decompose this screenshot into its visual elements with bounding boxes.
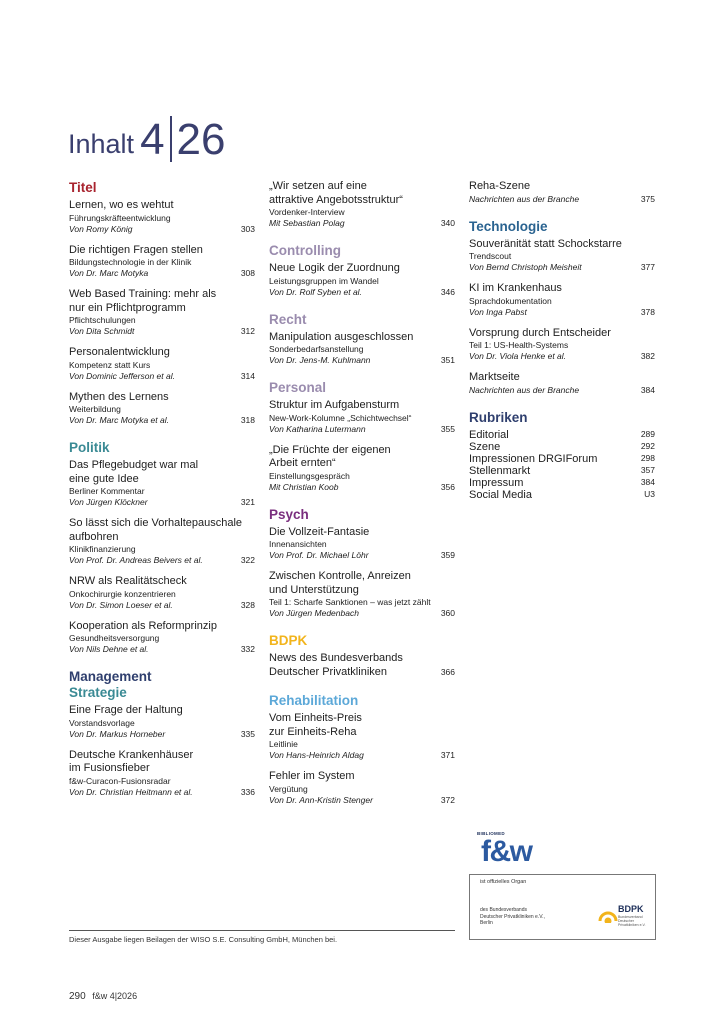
- entry-page: 346: [440, 286, 455, 297]
- entry-author: Von Hans-Heinrich Aldag: [269, 750, 364, 760]
- toc-entry[interactable]: [469, 238, 655, 274]
- entry-headline: Souveränität statt Schockstarre: [469, 237, 622, 250]
- publisher-mark: BIBLIOMED: [477, 831, 505, 836]
- entry-author: Von Katharina Lutermann: [269, 423, 366, 434]
- page-footer: [69, 991, 137, 1002]
- entry-page: 312: [240, 326, 255, 336]
- rubrik-item[interactable]: [469, 453, 655, 465]
- entry-headline: Deutscher Privatkliniken: [269, 665, 387, 678]
- section-controlling: Controlling: [269, 243, 341, 258]
- entry-kicker: Pflichtschulungen: [69, 315, 136, 325]
- entry-author: Von Jürgen Medenbach: [269, 608, 359, 618]
- entry-kicker: New-Work-Kolumne „Schichtwechsel“: [269, 412, 412, 423]
- entry-kicker: Vorstandsvorlage: [69, 717, 135, 728]
- entry-kicker: Leitlinie: [269, 739, 298, 749]
- rubrik-item[interactable]: [469, 465, 655, 477]
- entry-author: Von Dr. Marc Motyka: [69, 268, 149, 278]
- rubrik-title: Impressum: [469, 476, 524, 489]
- entry-kicker: Teil 1: US-Health-Systems: [469, 340, 569, 350]
- footnote-rule: [69, 930, 455, 931]
- entry-page: 371: [440, 750, 455, 760]
- entry-page: 340: [440, 218, 455, 228]
- toc-entry[interactable]: [69, 620, 255, 656]
- toc-entry[interactable]: [269, 331, 455, 367]
- entry-headline: Deutsche Krankenhäuser: [69, 748, 194, 761]
- title-divider: [170, 116, 172, 162]
- toc-entry[interactable]: [69, 391, 255, 427]
- entry-author: Von Dr. Markus Horneber: [69, 728, 166, 739]
- entry-author: Von Dr. Jens-M. Kuhlmann: [269, 355, 371, 365]
- entry-headline: Vom Einheits-Preis: [269, 712, 362, 724]
- rubrik-title: Social Media: [469, 488, 532, 501]
- toc-entry[interactable]: [69, 244, 255, 280]
- entry-author: Von Dr. Christian Heitmann et al.: [69, 786, 193, 797]
- section-politik: Politik: [69, 440, 110, 455]
- toc-entry[interactable]: [269, 262, 455, 298]
- entry-headline: im Fusionsfieber: [69, 762, 150, 774]
- entry-kicker: Trendscout: [469, 251, 512, 261]
- entry-kicker: Weiterbildung: [69, 404, 121, 414]
- rubrik-page: 384: [640, 476, 655, 487]
- entry-page: 355: [440, 423, 455, 434]
- toc-column-1: [69, 180, 255, 807]
- section-rubriken: Rubriken: [469, 409, 528, 425]
- entry-headline: Vorsprung durch Entscheider: [469, 326, 611, 339]
- entry-author: Von Bernd Christoph Meisheit: [469, 262, 582, 272]
- entry-page: 303: [240, 223, 255, 234]
- section-management: Management: [69, 669, 152, 684]
- entry-author: Von Dr. Marc Motyka et al.: [69, 415, 169, 425]
- section-personal: Personal: [269, 380, 327, 395]
- entry-headline: aufbohren: [69, 530, 119, 543]
- entry-page: 382: [640, 351, 655, 361]
- section-technologie: Technologie: [469, 218, 548, 234]
- entry-headline: News des Bundesverbands: [269, 652, 403, 664]
- footnote: Dieser Ausgabe liegen Beilagen der WISO S.E. Consulting GmbH, München bei.: [69, 935, 338, 944]
- toc-column-3: [469, 180, 655, 501]
- entry-kicker: Sonderbedarfsanstellung: [269, 344, 364, 354]
- toc-entry[interactable]: [269, 570, 455, 619]
- entry-headline: attraktive Angebotsstruktur“: [269, 193, 403, 206]
- entry-headline: Das Pflegebudget war mal: [69, 459, 199, 471]
- entry-headline: Eine Frage der Haltung: [69, 704, 183, 716]
- entry-headline: So lässt sich die Vorhaltepauschale: [69, 517, 243, 529]
- rubrik-page: 357: [640, 464, 655, 475]
- entry-headline: eine gute Idee: [69, 472, 139, 485]
- entry-page: 377: [640, 262, 655, 272]
- rubrik-item[interactable]: [469, 441, 655, 453]
- entry-headline: nur ein Pflichtprogramm: [69, 301, 186, 314]
- verband-text: [480, 907, 545, 927]
- entry-kicker: Bildungstechnologie in der Klinik: [69, 257, 192, 267]
- entry-headline: Lernen, wo es wehtut: [69, 199, 174, 211]
- entry-headline: „Wir setzen auf eine: [269, 180, 367, 192]
- entry-headline: „Die Früchte der eigenen: [269, 443, 391, 456]
- rubrik-title: Editorial: [469, 428, 509, 441]
- entry-page: 321: [240, 497, 255, 507]
- toc-entry[interactable]: [469, 180, 655, 205]
- entry-page: 332: [240, 644, 255, 654]
- section-titel: Titel: [69, 180, 97, 195]
- entry-page: 356: [440, 481, 455, 492]
- entry-headline: Struktur im Aufgabensturm: [269, 399, 400, 411]
- entry-author: Von Prof. Dr. Michael Löhr: [269, 550, 369, 560]
- entry-page: 335: [240, 728, 255, 739]
- entry-page: 318: [240, 415, 255, 425]
- entry-author: Von Dominic Jefferson et al.: [69, 370, 175, 381]
- entry-headline: zur Einheits-Reha: [269, 725, 357, 738]
- toc-column-2: [269, 180, 455, 815]
- entry-headline: Web Based Training: mehr als: [69, 288, 217, 300]
- entry-kicker: Vordenker-Interview: [269, 207, 345, 217]
- entry-author: Von Dr. Simon Loeser et al.: [69, 599, 173, 610]
- entry-page: 372: [440, 794, 455, 805]
- toc-entry[interactable]: [69, 288, 255, 337]
- rubrik-page: U3: [644, 488, 655, 499]
- entry-kicker: Vergütung: [269, 783, 308, 794]
- entry-headline: Arbeit ernten“: [269, 457, 336, 469]
- entry-headline: und Unterstützung: [269, 583, 359, 596]
- entry-author: Von Inga Pabst: [469, 306, 527, 317]
- entry-author: Mit Sebastian Polag: [269, 218, 345, 228]
- entry-author: Von Romy König: [69, 223, 133, 234]
- entry-kicker: Kompetenz statt Kurs: [69, 359, 151, 370]
- entry-author: Von Dr. Rolf Syben et al.: [269, 286, 362, 297]
- bdpk-logo-text: BDPK: [618, 904, 644, 914]
- entry-headline: Die richtigen Fragen stellen: [69, 243, 203, 256]
- entry-kicker: Leistungsgruppen im Wandel: [269, 275, 379, 286]
- entry-page: 359: [440, 550, 455, 560]
- entry-page: 336: [240, 786, 255, 797]
- entry-kicker: Führungskräfteentwicklung: [69, 212, 171, 223]
- rubrik-page: 298: [640, 452, 655, 463]
- entry-kicker: Onkochirurgie konzentrieren: [69, 588, 176, 599]
- entry-page: 384: [640, 384, 655, 395]
- toc-entry[interactable]: [69, 346, 255, 382]
- entry-kicker: f&w-Curacon-Fusionsradar: [69, 775, 171, 786]
- entry-page: 308: [240, 268, 255, 278]
- entry-author: Von Dita Schmidt: [69, 326, 135, 336]
- verband-line: des Bundesverbands: [480, 907, 527, 913]
- entry-headline: Neue Logik der Zuordnung: [269, 262, 400, 274]
- entry-kicker: Gesundheitsversorgung: [69, 633, 160, 643]
- bdpk-subtitle-line: Bundesverband: [618, 915, 643, 919]
- entry-page: 360: [440, 608, 455, 618]
- entry-kicker: Innenansichten: [269, 539, 327, 549]
- rubrik-title: Impressionen DRGIForum: [469, 452, 598, 465]
- page-title: [68, 116, 226, 162]
- organ-badge: [469, 828, 656, 940]
- issue-number: 4: [140, 115, 165, 164]
- entry-headline: Zwischen Kontrolle, Anreizen: [269, 570, 411, 582]
- toc-entry[interactable]: [69, 575, 255, 611]
- toc-entry[interactable]: [69, 749, 255, 798]
- toc-entry[interactable]: [469, 371, 655, 396]
- toc-entry[interactable]: [69, 199, 255, 235]
- entry-author: Nachrichten aus der Branche: [469, 193, 580, 204]
- rubrik-title: Stellenmarkt: [469, 464, 531, 477]
- entry-headline: Manipulation ausgeschlossen: [269, 330, 414, 343]
- entry-page: 351: [440, 355, 455, 365]
- rubriken-list: [469, 429, 655, 501]
- fw-logo: [469, 828, 656, 873]
- fw-logo-text: f&w: [481, 835, 532, 868]
- entry-kicker: Einstellungsgespräch: [269, 470, 350, 481]
- entry-headline: Fehler im System: [269, 770, 355, 782]
- magazine-issue: f&w 4|2026: [92, 991, 138, 1001]
- entry-headline: Die Vollzeit-Fantasie: [269, 525, 370, 538]
- entry-author: Von Prof. Dr. Andreas Beivers et al.: [69, 555, 203, 565]
- entry-page: 328: [240, 599, 255, 610]
- entry-author: Von Dr. Viola Henke et al.: [469, 351, 567, 361]
- entry-headline: NRW als Realitätscheck: [69, 575, 187, 587]
- rubrik-page: 289: [640, 428, 655, 439]
- organ-box: [469, 874, 656, 940]
- entry-author: Mit Christian Koob: [269, 481, 339, 492]
- bdpk-subtitle: [618, 915, 655, 928]
- entry-kicker: Klinikfinanzierung: [69, 544, 136, 554]
- verband-line: Berlin: [480, 920, 493, 926]
- organ-text: ist offizielles Organ: [480, 879, 527, 885]
- entry-page: 366: [440, 666, 455, 677]
- verband-line: Deutscher Privatkliniken e.V.,: [480, 913, 545, 920]
- toc-entry[interactable]: [69, 459, 255, 508]
- toc-entry[interactable]: [269, 399, 455, 435]
- entry-headline: Marktseite: [469, 371, 520, 383]
- title-word: Inhalt: [68, 129, 135, 159]
- entry-page: 314: [240, 370, 255, 381]
- section-bdpk: BDPK: [269, 633, 308, 648]
- bdpk-subtitle-line: Deutscher Privatkliniken e.V.: [618, 919, 646, 928]
- section-strategie: Strategie: [69, 685, 127, 700]
- entry-author: Nachrichten aus der Branche: [469, 384, 580, 395]
- bdpk-sun-icon: [598, 903, 618, 923]
- entry-page: 322: [240, 555, 255, 565]
- entry-author: Von Jürgen Klöckner: [69, 497, 148, 507]
- rubrik-page: 292: [640, 440, 655, 451]
- entry-headline: Personalentwicklung: [69, 346, 170, 358]
- toc-entry[interactable]: [69, 704, 255, 740]
- toc-entry[interactable]: [269, 712, 455, 761]
- entry-headline: KI im Krankenhaus: [469, 282, 562, 294]
- entry-author: Von Dr. Ann-Kristin Stenger: [269, 794, 373, 805]
- rubrik-item[interactable]: [469, 429, 655, 441]
- section-psych: Psych: [269, 506, 309, 522]
- entry-kicker: Berliner Kommentar: [69, 486, 145, 496]
- section-rehabilitation: Rehabilitation: [269, 693, 359, 708]
- entry-page: 375: [640, 193, 655, 204]
- toc-entry[interactable]: [269, 180, 455, 229]
- toc-entry[interactable]: [269, 652, 455, 679]
- entry-headline: Kooperation als Reformprinzip: [69, 619, 217, 632]
- entry-kicker: Sprachdokumentation: [469, 295, 552, 306]
- entry-headline: Reha-Szene: [469, 180, 531, 192]
- rubrik-title: Szene: [469, 440, 501, 453]
- entry-author: Von Nils Dehne et al.: [69, 644, 149, 654]
- toc-entry[interactable]: [269, 444, 455, 493]
- rubrik-item[interactable]: [469, 477, 655, 489]
- toc-entry[interactable]: [69, 517, 255, 566]
- entry-kicker: Teil 1: Scharfe Sanktionen – was jetzt zählt: [269, 597, 431, 607]
- toc-entry[interactable]: [469, 327, 655, 363]
- rubrik-item[interactable]: [469, 489, 655, 501]
- page-number: 290: [69, 991, 86, 1002]
- entry-headline: Mythen des Lernens: [69, 390, 169, 403]
- section-recht: Recht: [269, 311, 307, 327]
- toc-entry[interactable]: [269, 770, 455, 806]
- toc-entry[interactable]: [469, 282, 655, 318]
- entry-page: 378: [640, 306, 655, 317]
- toc-entry[interactable]: [269, 526, 455, 562]
- issue-year: 26: [176, 115, 226, 164]
